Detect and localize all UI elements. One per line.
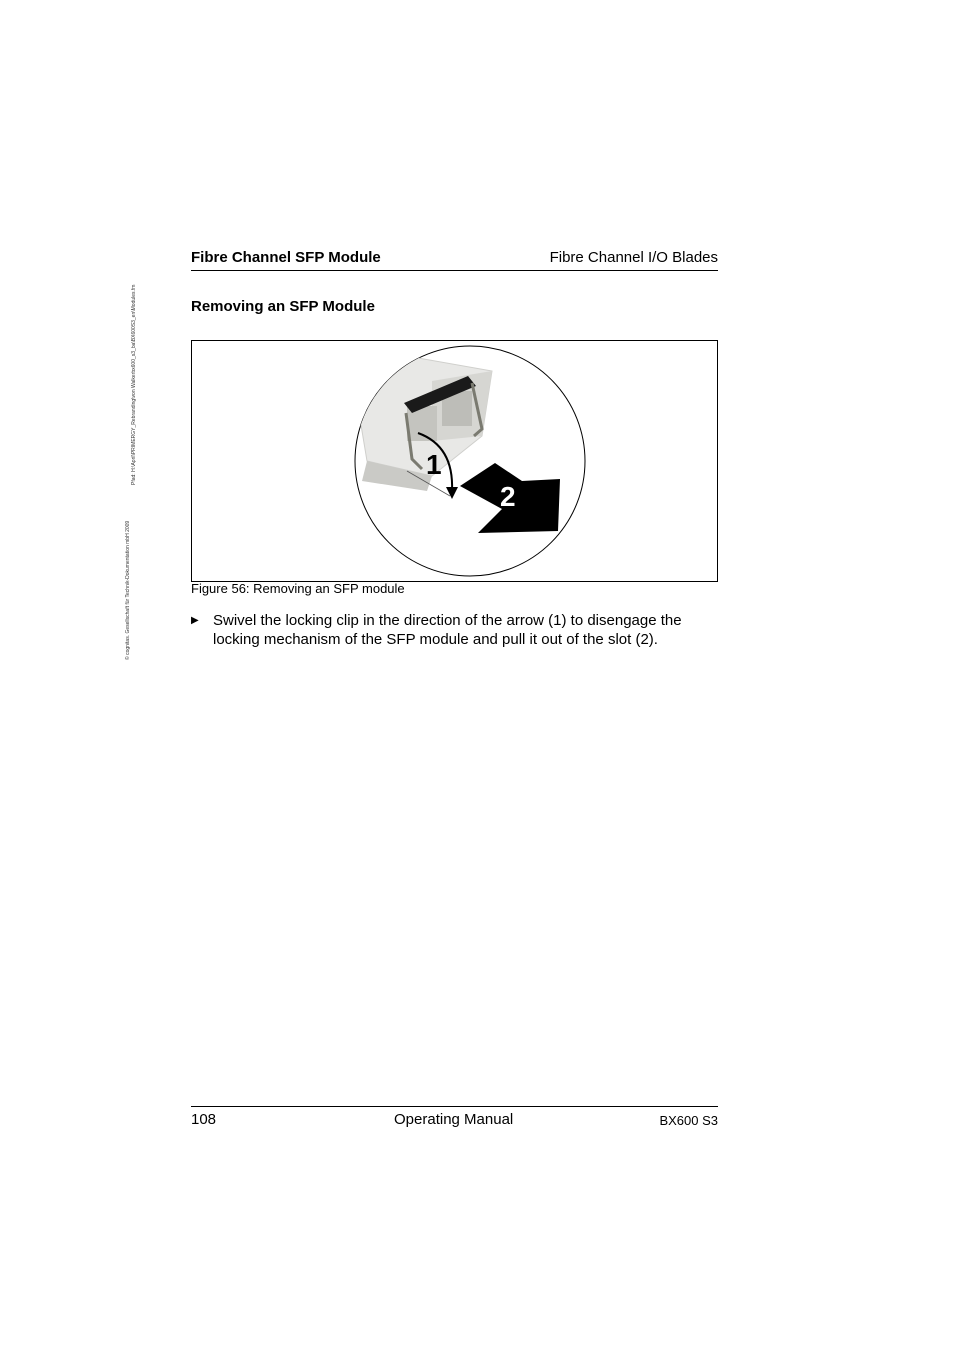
label-2: 2 <box>500 481 516 512</box>
sfp-removal-illustration <box>192 341 717 581</box>
product-name: BX600 S3 <box>659 1113 718 1128</box>
section-title: Removing an SFP Module <box>191 298 375 315</box>
page-number: 108 <box>191 1111 217 1128</box>
instruction-text: Swivel the locking clip in the direction of the arrow (1) to disengage the locking mechanism of the SFP module and pull it out of the slot (2). <box>213 612 682 648</box>
side-margin-note: © cognitas. Gesellschaft für Technik-Dokumentation mbH 2009 Pfad: H:\April\PRIMERGY_Rebranding\von Walkerbx600_s3_ba\BX600S3_en\Modules.fm <box>121 240 137 660</box>
bullet-triangle-icon: ▶ <box>191 615 199 626</box>
document-title: Operating Manual <box>394 1111 514 1128</box>
header-section: Fibre Channel I/O Blades <box>549 249 718 266</box>
figure-caption: Figure 56: Removing an SFP module <box>191 581 405 596</box>
file-path-note: Pfad: H:\April\PRIMERGY_Rebranding\von Walkerbx600_s3_ba\BX600S3_en\Modules.fm <box>131 284 137 485</box>
page-header <box>191 248 718 271</box>
label-1: 1 <box>426 449 442 480</box>
instruction-item <box>191 611 718 649</box>
page-footer <box>191 1106 718 1131</box>
figure-frame <box>191 340 718 582</box>
header-chapter: Fibre Channel SFP Module <box>191 249 381 266</box>
